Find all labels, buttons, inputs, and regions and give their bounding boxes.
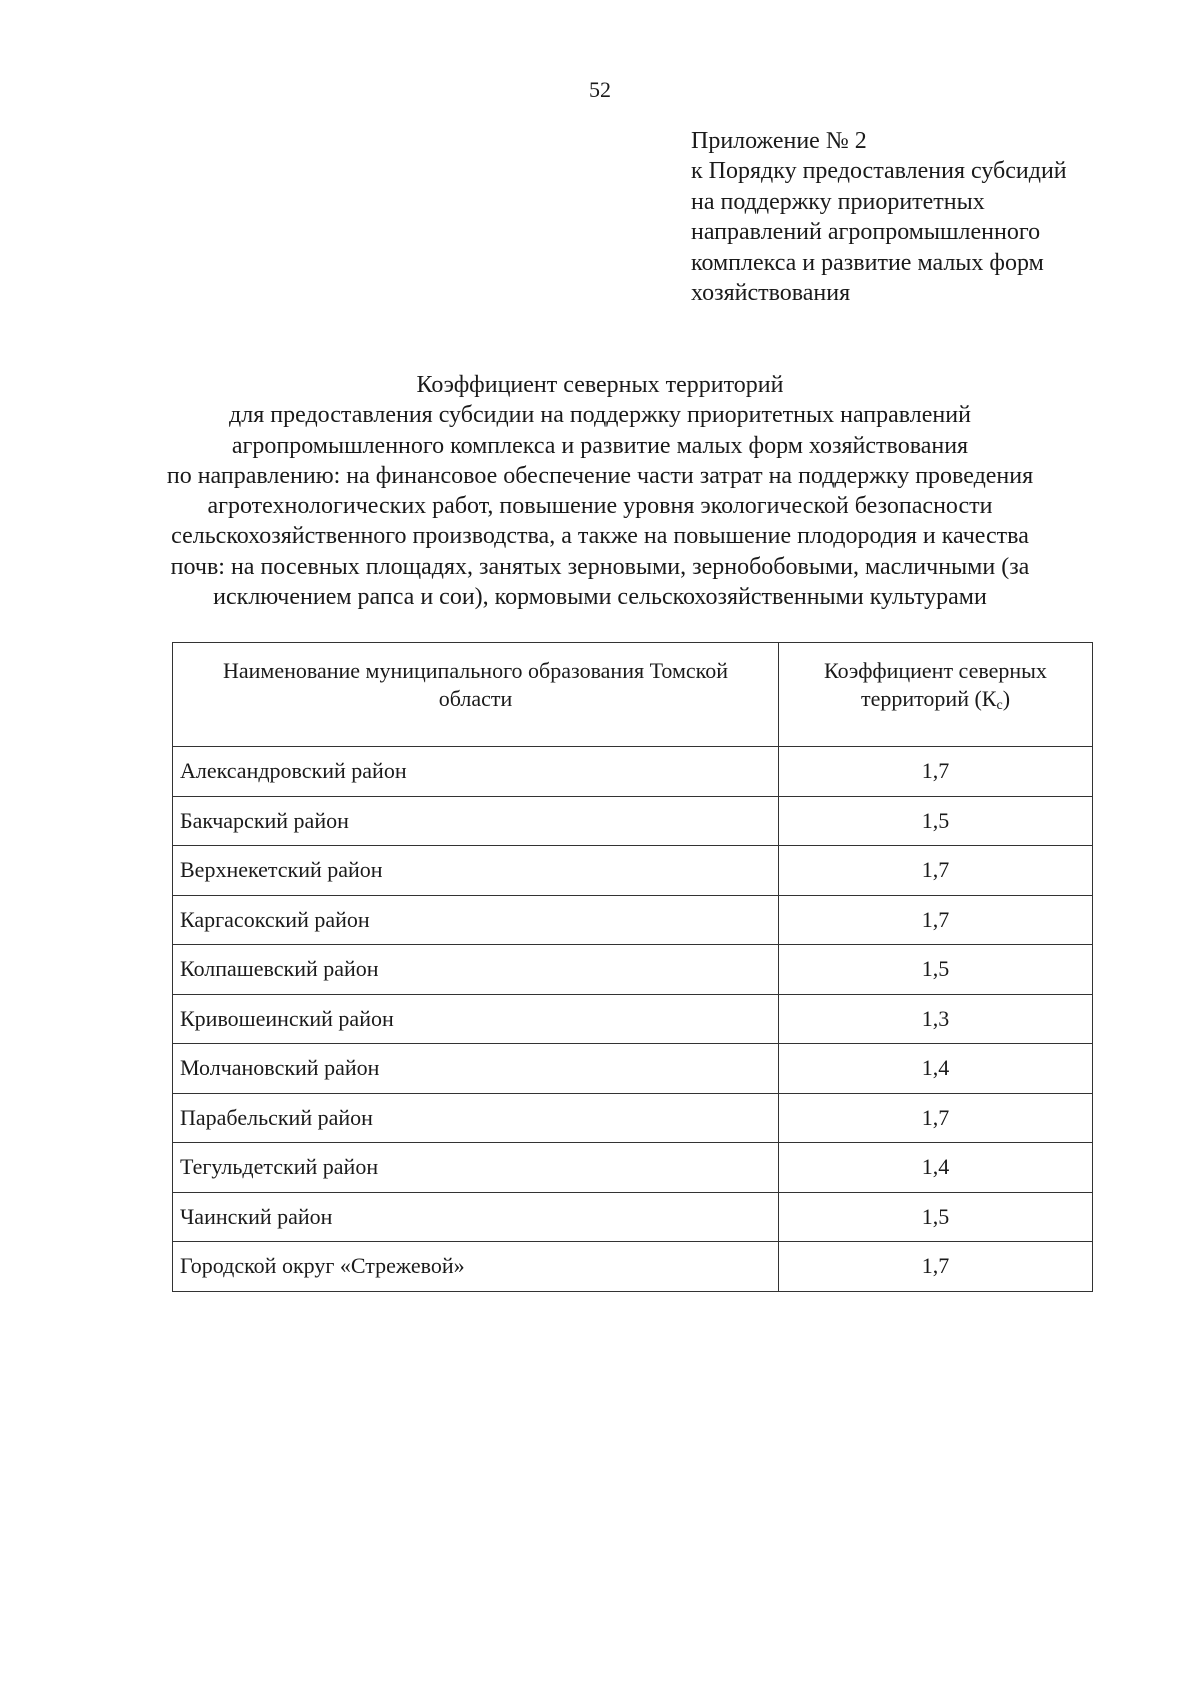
header-coefficient-subscript: c [996,698,1003,713]
header-coefficient [779,643,1093,747]
municipality-name: Александровский район [173,747,779,797]
coefficient-value: 1,5 [779,1192,1093,1242]
municipality-name: Колпашевский район [173,945,779,995]
header-municipality [173,643,779,747]
appendix-line: на поддержку приоритетных [691,188,985,215]
table-row [173,747,1093,797]
coefficient-value: 1,7 [779,1093,1093,1143]
appendix-line: комплекса и развитие малых форм [691,249,1044,276]
coefficient-value: 1,4 [779,1143,1093,1193]
header-coefficient-suffix: ) [1002,686,1011,711]
table-row [173,994,1093,1044]
table-row [173,1044,1093,1094]
title-line: исключением рапса и сои), кормовыми сельскохозяйственными культурами [213,584,987,611]
title-line: агротехнологических работ, повышение уровня экологической безопасности [207,493,993,520]
table-row [173,1192,1093,1242]
municipality-name: Каргасокский район [173,895,779,945]
header-coefficient-line2 [779,685,1092,713]
municipality-name: Кривошеинский район [173,994,779,1044]
document-title [100,370,1100,612]
table-row [173,796,1093,846]
table-row [173,1242,1093,1292]
coefficient-value: 1,7 [779,846,1093,896]
header-coefficient-prefix: территорий (К [860,686,997,711]
municipality-name: Молчановский район [173,1044,779,1094]
appendix-line: Приложение № 2 [691,128,867,154]
title-line: агропромышленного комплекса и развитие малых форм хозяйствования [231,432,969,459]
page-number: 52 [589,77,611,102]
table-row [173,846,1093,896]
municipality-name: Бакчарский район [173,796,779,846]
coefficient-value: 1,5 [779,945,1093,995]
title-line: для предоставления субсидии на поддержку приоритетных направлений [229,402,971,429]
title-line: по направлению: на финансовое обеспечение части затрат на поддержку проведения [166,462,1034,489]
municipality-name: Чаинский район [173,1192,779,1242]
table-row [173,1143,1093,1193]
coefficient-value: 1,4 [779,1044,1093,1094]
coefficient-value: 1,7 [779,747,1093,797]
header-municipality-line2: области [438,686,513,711]
title-line: сельскохозяйственного производства, а также на повышение плодородия и качества [171,523,1029,550]
coefficient-value: 1,3 [779,994,1093,1044]
coefficient-table [172,642,1093,1292]
municipality-name: Городской округ «Стрежевой» [173,1242,779,1292]
coefficient-value: 1,5 [779,796,1093,846]
municipality-name: Верхнекетский район [173,846,779,896]
title-line: Коэффициент северных территорий [416,372,784,398]
appendix-reference [691,126,1171,308]
title-line: почв: на посевных площадях, занятых зерновыми, зернобобовыми, масличными (за [170,553,1030,580]
appendix-line: к Порядку предоставления субсидий [691,158,1067,185]
coefficient-value: 1,7 [779,895,1093,945]
coefficient-value: 1,7 [779,1242,1093,1292]
appendix-line: хозяйствования [691,280,851,307]
header-coefficient-line1: Коэффициент северных [824,658,1047,683]
municipality-name: Парабельский район [173,1093,779,1143]
appendix-line: направлений агропромышленного [691,219,1041,246]
municipality-name: Тегульдетский район [173,1143,779,1193]
table-row [173,1093,1093,1143]
table-header-row [173,643,1093,747]
table-row [173,945,1093,995]
table-row [173,895,1093,945]
header-municipality-line1: Наименование муниципального образования Томской [222,658,728,683]
